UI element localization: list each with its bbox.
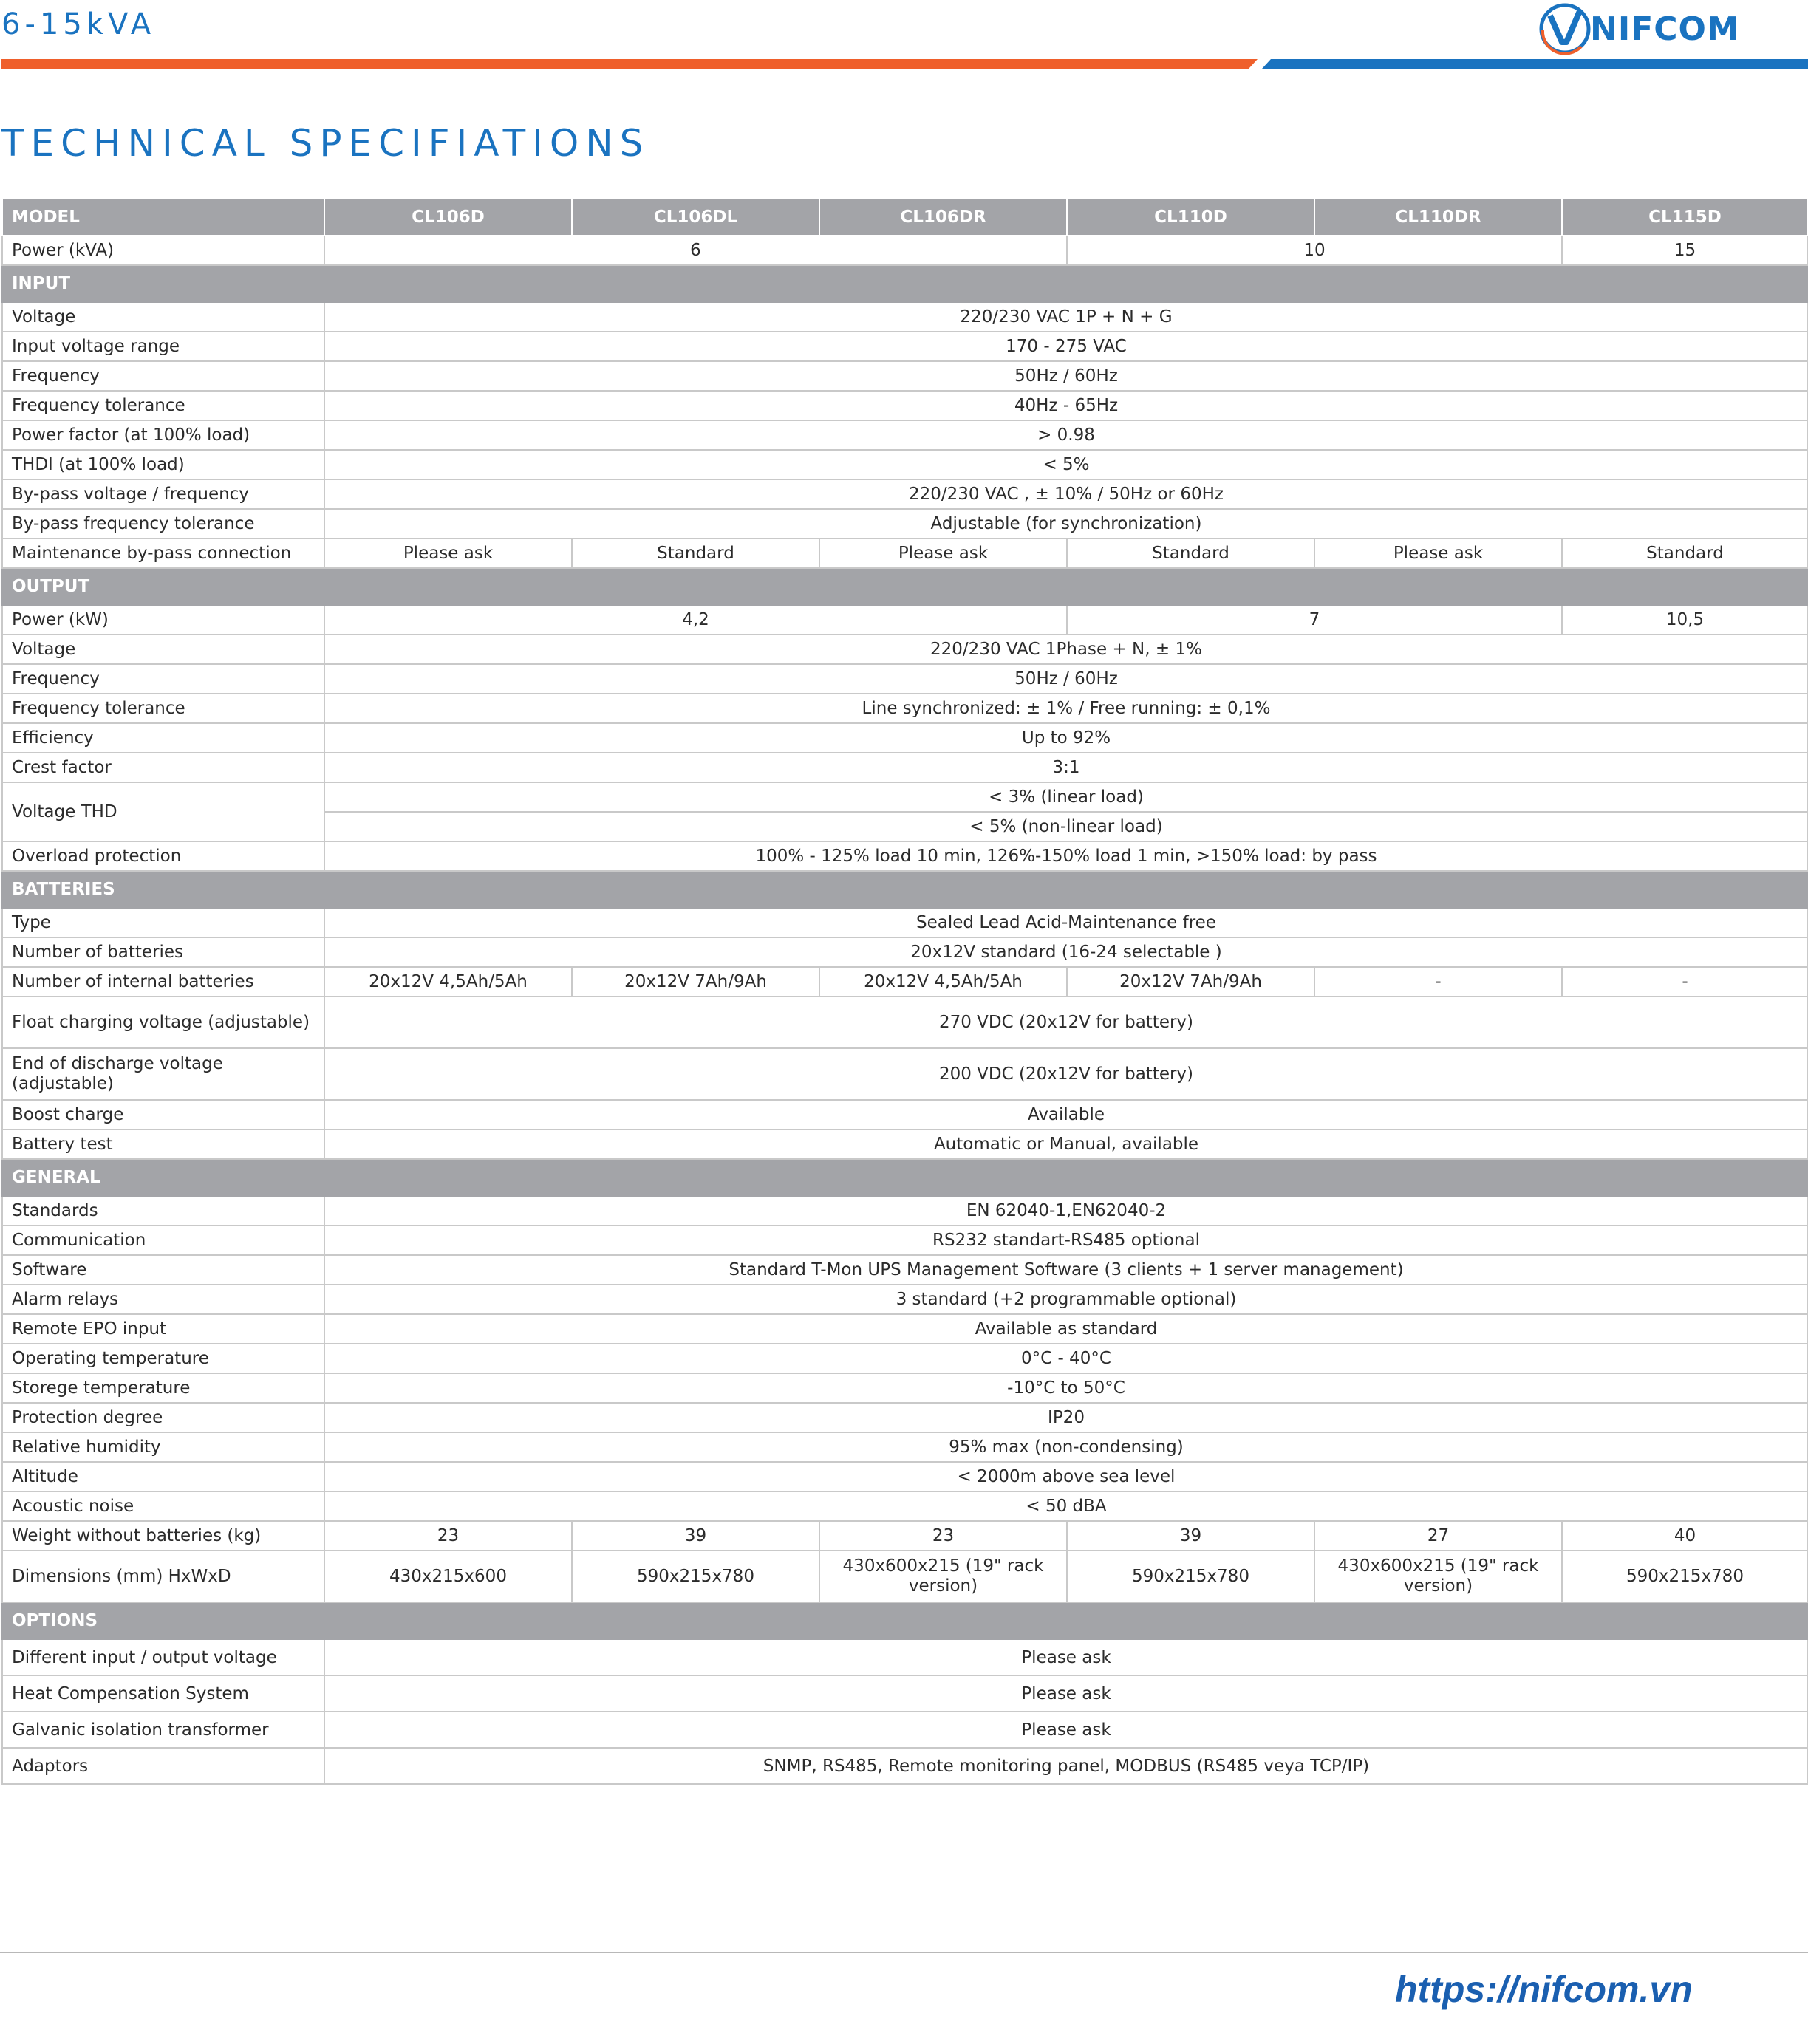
table-row <box>2 420 1808 450</box>
row-label: Boost charge <box>2 1100 324 1129</box>
section-output <box>2 568 1808 605</box>
row-value: Please ask <box>324 1675 1808 1712</box>
row-value: 20x12V 4,5Ah/5Ah <box>819 967 1067 997</box>
row-label: Power (kVA) <box>2 236 324 265</box>
spec-table <box>1 198 1808 1785</box>
model-cl115d: CL115D <box>1562 199 1808 236</box>
row-label: Input voltage range <box>2 332 324 361</box>
model-cl106dl: CL106DL <box>572 199 819 236</box>
row-value: 15 <box>1562 236 1808 265</box>
row-value: 39 <box>1067 1521 1314 1551</box>
footer-divider <box>0 1952 1808 1953</box>
table-row <box>2 1403 1808 1432</box>
row-label: Operating temperature <box>2 1344 324 1373</box>
model-cl106dr: CL106DR <box>819 199 1067 236</box>
row-label: Voltage <box>2 302 324 332</box>
row-value: 20x12V 7Ah/9Ah <box>1067 967 1314 997</box>
table-row <box>2 1432 1808 1462</box>
table-row <box>2 1675 1808 1712</box>
row-value: Standard T-Mon UPS Management Software (3 clients + 1 server management) <box>324 1255 1808 1285</box>
row-value: 27 <box>1314 1521 1562 1551</box>
table-row <box>2 1373 1808 1403</box>
row-label: Remote EPO input <box>2 1314 324 1344</box>
row-value: Please ask <box>324 1712 1808 1748</box>
table-row <box>2 1048 1808 1100</box>
table-row <box>2 450 1808 479</box>
row-value: Please ask <box>819 539 1067 568</box>
section-label: BATTERIES <box>2 871 1808 908</box>
row-value: 6 <box>324 236 1067 265</box>
row-label: By-pass voltage / frequency <box>2 479 324 509</box>
row-value: 430x600x215 (19" rack version) <box>819 1551 1067 1602</box>
row-label: Number of internal batteries <box>2 967 324 997</box>
row-value: < 3% (linear load) <box>324 782 1808 812</box>
row-label: Software <box>2 1255 324 1285</box>
row-label: Crest factor <box>2 753 324 782</box>
row-value: 40 <box>1562 1521 1808 1551</box>
table-row <box>2 236 1808 265</box>
row-value: Available as standard <box>324 1314 1808 1344</box>
row-value: Available <box>324 1100 1808 1129</box>
row-value: 220/230 VAC , ± 10% / 50Hz or 60Hz <box>324 479 1808 509</box>
row-value: Line synchronized: ± 1% / Free running: ± 0,1% <box>324 694 1808 723</box>
row-label: Voltage THD <box>2 782 324 841</box>
table-row <box>2 937 1808 967</box>
row-label: Power (kW) <box>2 605 324 635</box>
table-row <box>2 782 1808 812</box>
row-value: 220/230 VAC 1P + N + G <box>324 302 1808 332</box>
header-bar-blue <box>1262 59 1808 69</box>
row-value: 10 <box>1067 236 1562 265</box>
table-row <box>2 1462 1808 1491</box>
row-value: Sealed Lead Acid-Maintenance free <box>324 908 1808 937</box>
row-value: Please ask <box>324 1639 1808 1675</box>
row-label: Galvanic isolation transformer <box>2 1712 324 1748</box>
table-row <box>2 361 1808 391</box>
table-row <box>2 539 1808 568</box>
row-value: 590x215x780 <box>1067 1551 1314 1602</box>
table-row <box>2 635 1808 664</box>
row-label: Type <box>2 908 324 937</box>
table-row <box>2 1314 1808 1344</box>
table-row <box>2 723 1808 753</box>
table-row <box>2 664 1808 694</box>
section-label: OUTPUT <box>2 568 1808 605</box>
row-value: 430x215x600 <box>324 1551 572 1602</box>
table-row <box>2 391 1808 420</box>
row-label: Communication <box>2 1226 324 1255</box>
row-value: 23 <box>819 1521 1067 1551</box>
section-general <box>2 1159 1808 1196</box>
row-value: Standard <box>572 539 819 568</box>
model-label: MODEL <box>2 199 324 236</box>
row-value: 7 <box>1067 605 1562 635</box>
table-row <box>2 1100 1808 1129</box>
row-value: 23 <box>324 1521 572 1551</box>
row-value: 3:1 <box>324 753 1808 782</box>
table-row <box>2 1639 1808 1675</box>
table-row <box>2 479 1808 509</box>
row-label: Voltage <box>2 635 324 664</box>
row-label: By-pass frequency tolerance <box>2 509 324 539</box>
row-value: 200 VDC (20x12V for battery) <box>324 1048 1808 1100</box>
row-value: 4,2 <box>324 605 1067 635</box>
row-value: 220/230 VAC 1Phase + N, ± 1% <box>324 635 1808 664</box>
row-value: 20x12V standard (16-24 selectable ) <box>324 937 1808 967</box>
row-label: Acoustic noise <box>2 1491 324 1521</box>
row-label: Frequency <box>2 664 324 694</box>
row-label: Heat Compensation System <box>2 1675 324 1712</box>
table-row <box>2 967 1808 997</box>
table-row <box>2 1748 1808 1784</box>
row-label: Efficiency <box>2 723 324 753</box>
row-value: 50Hz / 60Hz <box>324 664 1808 694</box>
row-value: 270 VDC (20x12V for battery) <box>324 997 1808 1048</box>
row-value: 0°C - 40°C <box>324 1344 1808 1373</box>
row-value: < 5% (non-linear load) <box>324 812 1808 841</box>
row-value: 50Hz / 60Hz <box>324 361 1808 391</box>
row-value: 95% max (non-condensing) <box>324 1432 1808 1462</box>
table-row <box>2 1226 1808 1255</box>
row-label: Weight without batteries (kg) <box>2 1521 324 1551</box>
table-row <box>2 694 1808 723</box>
table-row <box>2 841 1808 871</box>
footer-website-link[interactable]: https://nifcom.vn <box>1395 1969 1693 2010</box>
row-value: 430x600x215 (19" rack version) <box>1314 1551 1562 1602</box>
logo-emblem-icon <box>1537 1 1593 57</box>
row-label: Frequency tolerance <box>2 694 324 723</box>
table-row <box>2 332 1808 361</box>
row-label: Relative humidity <box>2 1432 324 1462</box>
row-value: > 0.98 <box>324 420 1808 450</box>
table-row <box>2 1712 1808 1748</box>
table-row <box>2 509 1808 539</box>
row-value: 3 standard (+2 programmable optional) <box>324 1285 1808 1314</box>
table-row <box>2 1521 1808 1551</box>
table-row <box>2 1491 1808 1521</box>
row-value: Please ask <box>324 539 572 568</box>
row-value: Please ask <box>1314 539 1562 568</box>
row-value: Standard <box>1562 539 1808 568</box>
section-label: OPTIONS <box>2 1602 1808 1639</box>
model-cl110d: CL110D <box>1067 199 1314 236</box>
row-label: Adaptors <box>2 1748 324 1784</box>
row-label: End of discharge voltage (adjustable) <box>2 1048 324 1100</box>
row-value: IP20 <box>324 1403 1808 1432</box>
row-value: < 50 dBA <box>324 1491 1808 1521</box>
row-value: SNMP, RS485, Remote monitoring panel, MODBUS (RS485 veya TCP/IP) <box>324 1748 1808 1784</box>
row-value: EN 62040-1,EN62040-2 <box>324 1196 1808 1226</box>
table-row <box>2 1285 1808 1314</box>
model-header-row <box>2 199 1808 236</box>
header-bar-orange <box>1 59 1258 69</box>
row-value: RS232 standart-RS485 optional <box>324 1226 1808 1255</box>
page-title: TECHNICAL SPECIFIATIONS <box>1 122 650 165</box>
row-label: Battery test <box>2 1129 324 1159</box>
table-row <box>2 1129 1808 1159</box>
row-label: Frequency <box>2 361 324 391</box>
table-row <box>2 1196 1808 1226</box>
row-value: - <box>1562 967 1808 997</box>
row-label: Protection degree <box>2 1403 324 1432</box>
row-value: Adjustable (for synchronization) <box>324 509 1808 539</box>
row-value: < 2000m above sea level <box>324 1462 1808 1491</box>
row-value: - <box>1314 967 1562 997</box>
row-label: Frequency tolerance <box>2 391 324 420</box>
row-label: Float charging voltage (adjustable) <box>2 997 324 1048</box>
row-value: 20x12V 4,5Ah/5Ah <box>324 967 572 997</box>
section-batteries <box>2 871 1808 908</box>
section-label: GENERAL <box>2 1159 1808 1196</box>
row-value: 20x12V 7Ah/9Ah <box>572 967 819 997</box>
section-input <box>2 265 1808 302</box>
row-value: 100% - 125% load 10 min, 126%-150% load 1 min, >150% load: by pass <box>324 841 1808 871</box>
row-label: Maintenance by-pass connection <box>2 539 324 568</box>
row-value: < 5% <box>324 450 1808 479</box>
row-value: 170 - 275 VAC <box>324 332 1808 361</box>
table-row <box>2 1255 1808 1285</box>
brand-logo <box>1537 0 1740 58</box>
row-value: -10°C to 50°C <box>324 1373 1808 1403</box>
row-label: Power factor (at 100% load) <box>2 420 324 450</box>
row-value: Up to 92% <box>324 723 1808 753</box>
model-cl110dr: CL110DR <box>1314 199 1562 236</box>
row-label: Number of batteries <box>2 937 324 967</box>
section-label: INPUT <box>2 265 1808 302</box>
row-value: 40Hz - 65Hz <box>324 391 1808 420</box>
row-value: 10,5 <box>1562 605 1808 635</box>
row-label: Standards <box>2 1196 324 1226</box>
row-label: Storege temperature <box>2 1373 324 1403</box>
row-label: Alarm relays <box>2 1285 324 1314</box>
logo-wordmark: NIFCOM <box>1590 10 1740 48</box>
table-row <box>2 605 1808 635</box>
model-cl106d: CL106D <box>324 199 572 236</box>
row-label: Overload protection <box>2 841 324 871</box>
row-label: THDI (at 100% load) <box>2 450 324 479</box>
row-value: 590x215x780 <box>572 1551 819 1602</box>
row-value: Automatic or Manual, available <box>324 1129 1808 1159</box>
table-row <box>2 1344 1808 1373</box>
table-row <box>2 1551 1808 1602</box>
row-value: 39 <box>572 1521 819 1551</box>
table-row <box>2 997 1808 1048</box>
row-value: Standard <box>1067 539 1314 568</box>
row-label: Altitude <box>2 1462 324 1491</box>
product-range-title: 6-15kVA <box>1 7 156 41</box>
section-options <box>2 1602 1808 1639</box>
table-row <box>2 753 1808 782</box>
table-row <box>2 302 1808 332</box>
row-label: Different input / output voltage <box>2 1639 324 1675</box>
row-label: Dimensions (mm) HxWxD <box>2 1551 324 1602</box>
table-row <box>2 908 1808 937</box>
row-value: 590x215x780 <box>1562 1551 1808 1602</box>
